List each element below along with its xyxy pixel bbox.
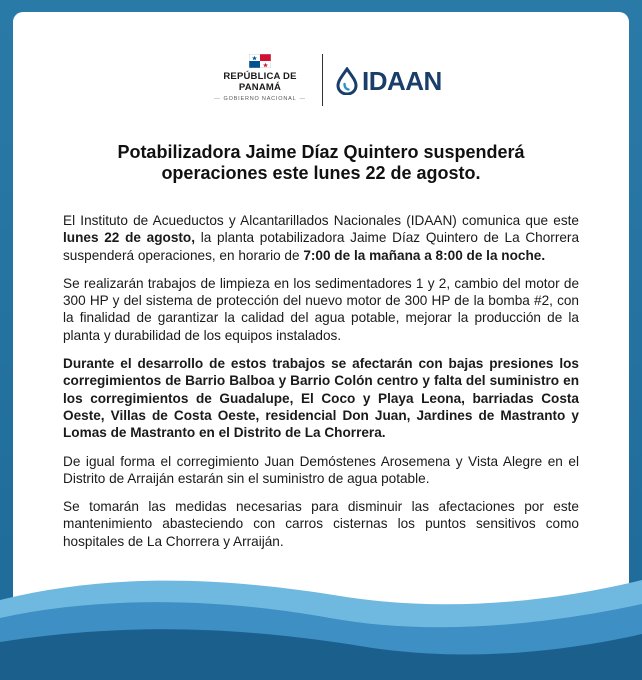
government-name: REPÚBLICA DE PANAMÁ: [223, 71, 297, 93]
notice-body: [63, 212, 579, 561]
paragraph-1: [63, 212, 579, 264]
idaan-logo: [335, 66, 442, 96]
notice-title: [43, 142, 599, 184]
panama-flag-icon: [249, 54, 271, 68]
notice-card: [13, 12, 629, 612]
water-drop-icon: [335, 67, 359, 95]
paragraph-5: Se tomarán las medidas necesarias para disminuir las afectaciones por este mantenimiento abasteciendo con carros cisternas los puntos sensitivos como hospitales de La Chorrera y Arraiján.: [63, 499, 579, 549]
paragraph-3: Durante el desarrollo de estos trabajos se afectarán con bajas presiones los corregimientos de Barrio Balboa y Barrio Colón centro y falta del suministro en los corregimientos de Guadalupe, El Coco y Playa Leona, barriadas Costa Oeste, Villas de Costa Oeste, residencial Don Juan, Jardines de Mastranto y Lomas de Mastranto en el Distrito de La Chorrera.: [63, 356, 579, 441]
footer-waves: [0, 560, 642, 680]
paragraph-1-text-a: El Instituto de Acueductos y Alcantarillados Nacionales (IDAAN) comunica que este: [63, 213, 579, 228]
idaan-wordmark: IDAAN: [362, 65, 442, 96]
logo-divider: [322, 54, 323, 106]
paragraph-4: De igual forma el corregimiento Juan Demóstenes Arosemena y Vista Alegre en el Distrito de Arraiján estarán sin el suministro de agua potable.: [63, 453, 579, 486]
paragraph-2: Se realizarán trabajos de limpieza en los sedimentadores 1 y 2, cambio del motor de 300 HP y del sistema de protección del nuevo motor de 300 HP de la bomba #2, con la finalidad de garantizar la calidad del agua potable, mejorar la producción de la planta y durabilidad de los equipos instalados.: [63, 275, 579, 343]
government-subtitle: — GOBIERNO NACIONAL —: [205, 96, 315, 102]
government-logo: [205, 54, 315, 104]
header-logos: [13, 12, 629, 122]
paragraph-1-date: lunes 22 de agosto,: [63, 230, 195, 246]
paragraph-1-schedule: 7:00 de la mañana a 8:00 de la noche.: [303, 247, 546, 263]
paragraph-1-text-b: la planta potabilizadora Jaime Díaz Quintero de La Chorrera suspenderá operaciones, en horario de: [63, 230, 579, 263]
notice-title-line-1: Potabilizadora Jaime Díaz Quintero suspenderá: [117, 142, 525, 162]
notice-title-line-2: operaciones este lunes 22 de agosto.: [161, 163, 481, 183]
